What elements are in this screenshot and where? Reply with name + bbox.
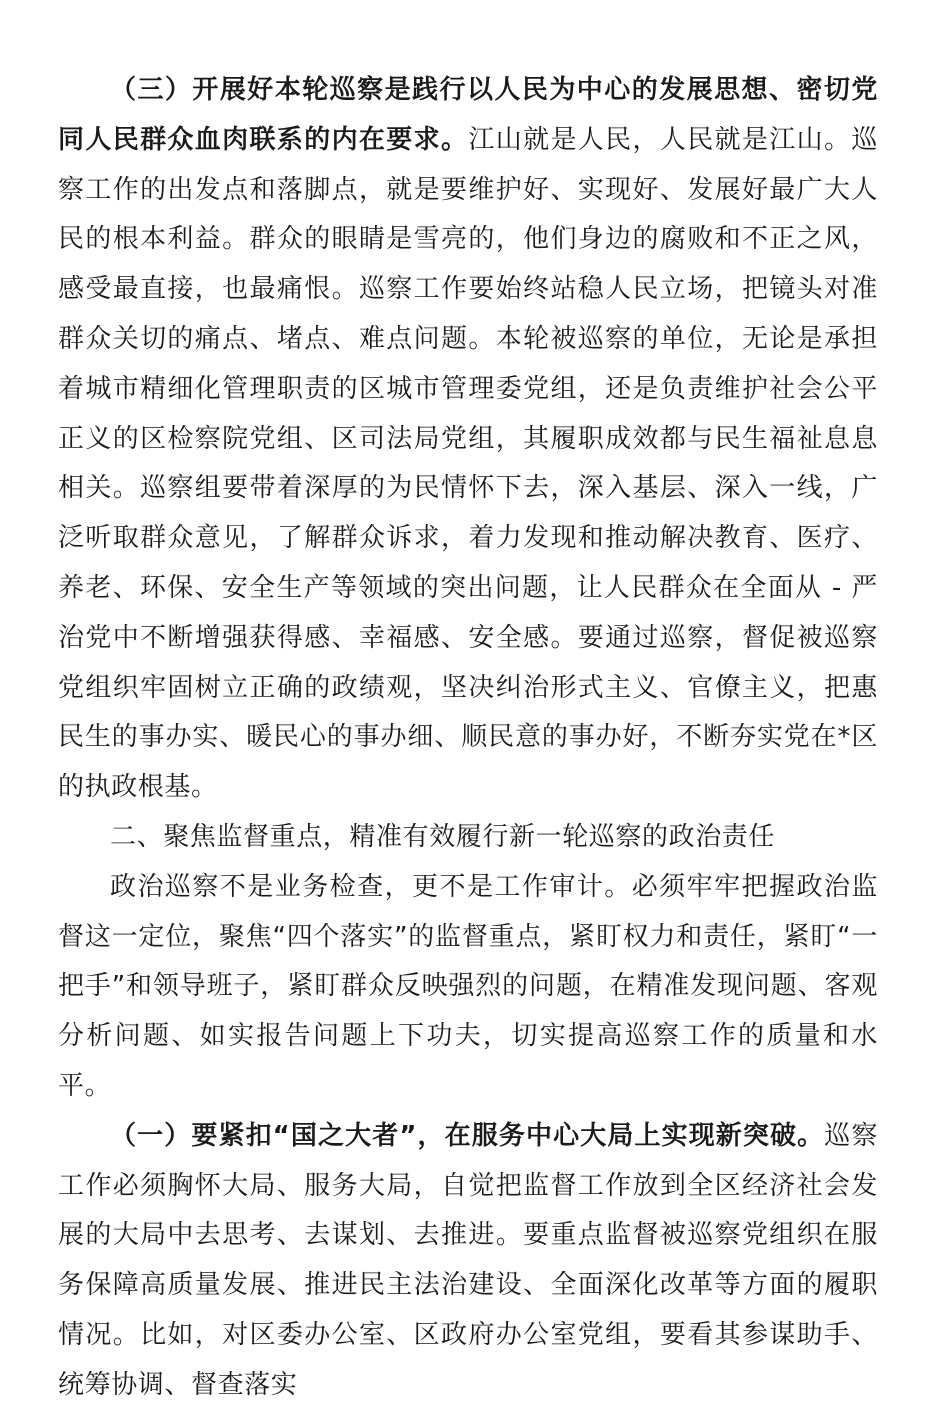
paragraph-body: 政治巡察不是业务检查，更不是工作审计。必须牢牢把握政治监督这一定位，聚焦“四个落实”的监督重点，紧盯权力和责任，紧盯“一把手”和领导班子，紧盯群众反映强烈的问题，在精准发现问题、客观分析问题、如实报告问题上下功夫，切实提高巡察工作的质量和水平。 — [58, 871, 878, 1101]
section-heading-two: 二、聚焦监督重点，精准有效履行新一轮巡察的政治责任 — [110, 821, 776, 852]
paragraph-people-centered — [58, 66, 878, 813]
paragraph-body: 江山就是人民，人民就是江山。巡察工作的出发点和落脚点，就是要维护好、实现好、发展好最广大人民的根本利益。群众的眼睛是雪亮的，他们身边的腐败和不正之风，感受最直接，也最痛恨。巡察工作要始终站稳人民立场，把镜头对准群众关切的痛点、堵点、难点问题。本轮被巡察的单位，无论是承担着城市精细化管理职责的区城市管理委党组，还是负责维护社会公平正义的区检察院党组、区司法局党组，其履职成效都与民生福祉息息相关。巡察组要带着深厚的为民情怀下去，深入基层、深入一线，广泛听取群众意见，了解群众诉求，着力发现和推动解决教育、医疗、养老、环保、安全生产等领域的突出问题，让人民群众在全面从 - 严治党中不断增强获得感、幸福感、安全感。要通过巡察，督促被巡察党组织牢固树立正确的政绩观，坚决纠治形式主义、官僚主义，把惠民生的事办实、暖民心的事办细、顺民意的事办好，不断夯实党在*区的执政根基。 — [58, 124, 878, 803]
paragraph-political-inspection — [58, 863, 878, 1112]
paragraph-lead-bold: （一）要紧扣“国之大者”，在服务中心大局上实现新突破。 — [110, 1120, 825, 1151]
paragraph-body: 巡察工作必须胸怀大局、服务大局，自觉把监督工作放到全区经济社会发展的大局中去思考、去谋划、去推进。要重点监督被巡察党组织在服务保障高质量发展、推进民主法治建设、全面深化改革等方面的履职情况。比如，对区委办公室、区政府办公室党组，要看其参谋助手、统筹协调、督查落实 — [58, 1120, 878, 1400]
document-page — [58, 66, 878, 1411]
paragraph-lead-bold: （三）开展好本轮巡察是践行以人民为中心的发展思想、密切党同人民群众血肉联系的内在要求。 — [58, 75, 878, 155]
paragraph-national-priorities — [58, 1112, 878, 1411]
